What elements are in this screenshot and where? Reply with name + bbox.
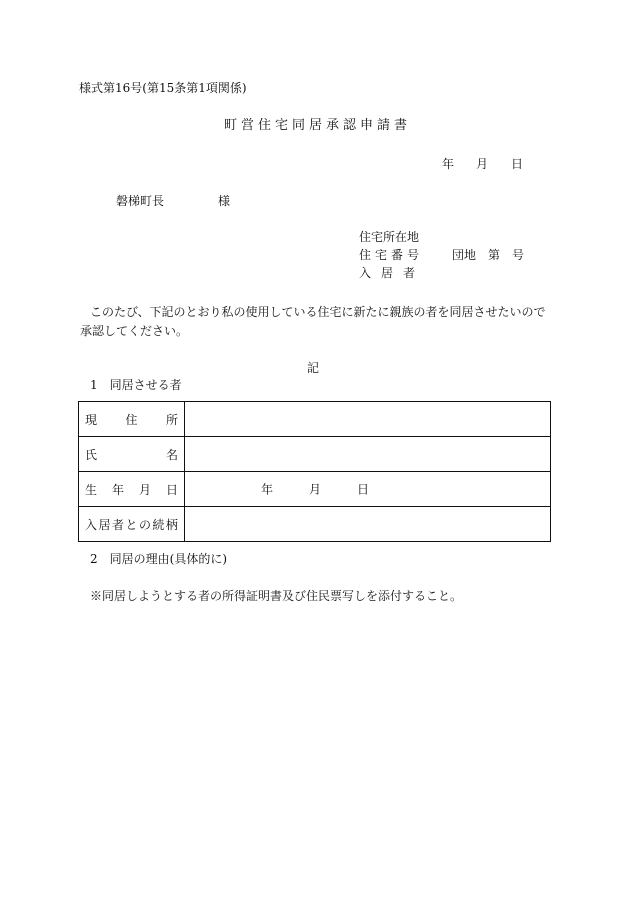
- address-label: 住宅所在地: [359, 230, 420, 244]
- relationship-label: [79, 507, 185, 542]
- housing-number-suffix: 団地 第 号: [452, 248, 525, 262]
- table-row: [79, 437, 551, 472]
- birth-year-label: 年: [261, 482, 274, 497]
- label-char: 柄: [165, 517, 178, 532]
- body-line-2: 承認してください。: [80, 324, 189, 338]
- birth-date-field[interactable]: [185, 472, 551, 507]
- note-heading: 記: [307, 361, 320, 375]
- label-char: 名: [165, 447, 178, 462]
- table-row: [79, 402, 551, 437]
- label-char: 居: [98, 517, 111, 532]
- resident-label: 入居者: [359, 266, 426, 280]
- label-char: 所: [165, 412, 178, 427]
- relationship-field[interactable]: [185, 507, 551, 542]
- current-address-label: [79, 402, 185, 437]
- addressee-honorific: 様: [218, 194, 231, 208]
- label-char: 現: [85, 412, 98, 427]
- addressee-name: 磐梯町長: [116, 194, 165, 208]
- label-char: 住: [125, 412, 138, 427]
- name-label: [79, 437, 185, 472]
- label-char: と: [125, 517, 138, 532]
- label-char: 入: [85, 517, 98, 532]
- label-char: 日: [165, 482, 178, 497]
- form-number: 様式第16号(第15条第1項関係): [79, 81, 247, 95]
- footnote: ※同居しようとする者の所得証明書及び住民票写しを添付すること。: [90, 589, 463, 603]
- date-day-label: 日: [511, 157, 524, 171]
- form-title: 町営住宅同居承認申請書: [224, 118, 412, 133]
- label-char: 氏: [85, 447, 98, 462]
- label-char: 続: [152, 517, 165, 532]
- section-2-heading: 2 同居の理由(具体的に): [90, 552, 227, 566]
- section-1-heading: 1 同居させる者: [90, 378, 182, 392]
- housing-number-label: 住宅番号: [359, 248, 424, 262]
- cohabitant-table: [78, 401, 551, 542]
- current-address-field[interactable]: [185, 402, 551, 437]
- date-month-label: 月: [476, 157, 489, 171]
- table-row: [79, 472, 551, 507]
- label-char: 生: [85, 482, 98, 497]
- label-char: の: [138, 517, 151, 532]
- birth-month-label: 月: [309, 482, 322, 497]
- label-char: 者: [111, 517, 124, 532]
- table-row: [79, 507, 551, 542]
- label-char: 月: [138, 482, 151, 497]
- body-line-1: このたび、下記のとおり私の使用している住宅に新たに親族の者を同居させたいので: [90, 305, 546, 319]
- label-char: 年: [111, 482, 124, 497]
- birth-date-label: [79, 472, 185, 507]
- date-year-label: 年: [442, 157, 455, 171]
- name-field[interactable]: [185, 437, 551, 472]
- birth-day-label: 日: [357, 482, 370, 497]
